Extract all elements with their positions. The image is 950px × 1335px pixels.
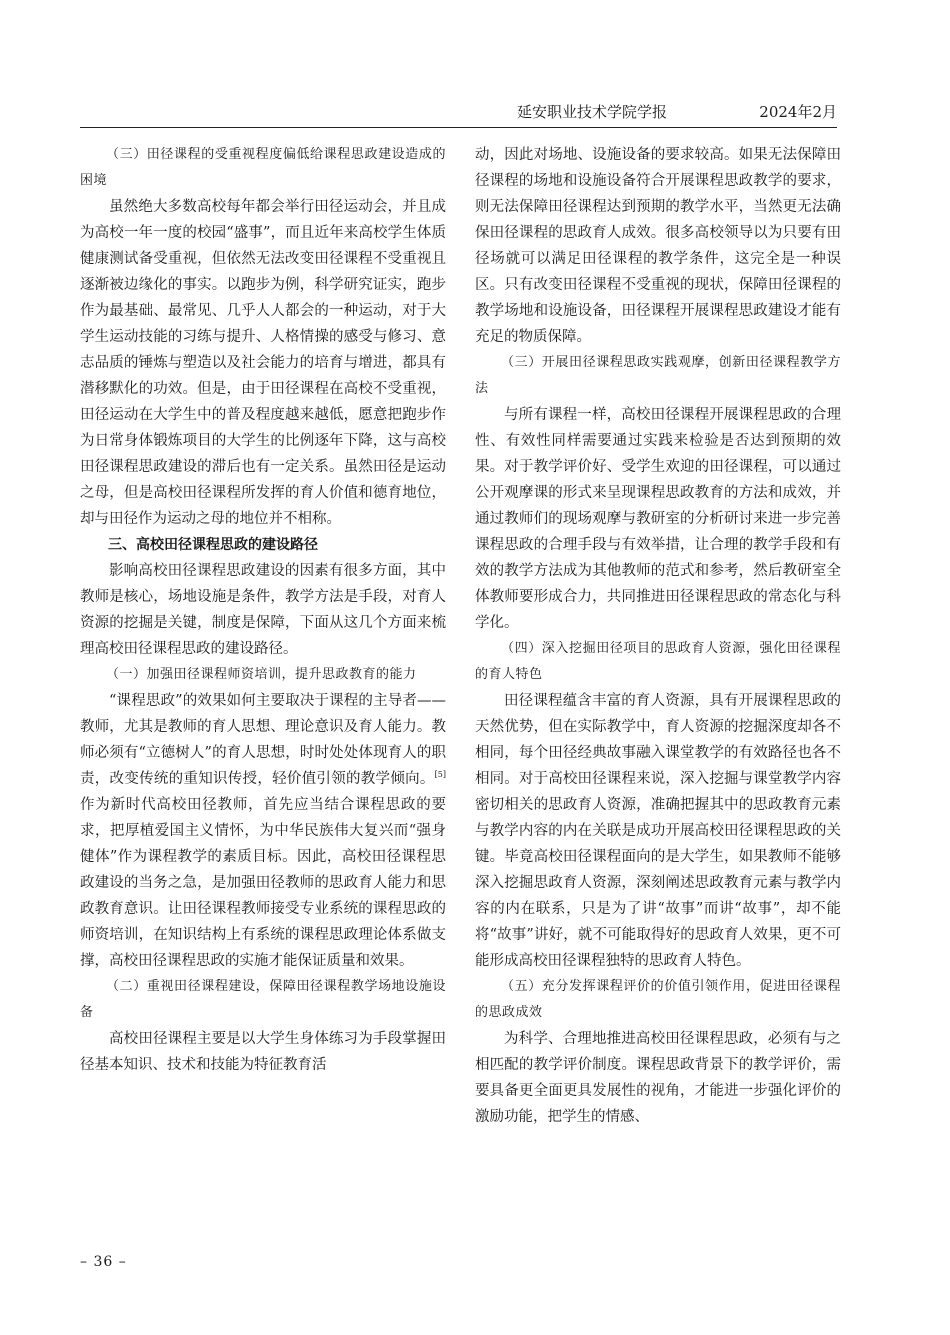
citation-ref: [5] bbox=[434, 770, 446, 780]
paragraph: 虽然绝大多数高校每年都会举行田径运动会，并且成为高校一年一度的校园“盛事”，而且近年来高校学生体质健康测试备受重视，但依然无法改变田径课程不受重视且逐渐被边缘化的事实。以跑步为例，科学研究证实，跑步作为最基础、最常见、几乎人人都会的一种运动，对于大学生运动技能的习练与提升、人格情操的感受与修习、意志品质的锤炼与塑造以及社会能力的培育与增进，都具有潜移默化的功效。但是，由于田径课程在高校不受重视，田径运动在大学生中的普及程度越来越低，愿意把跑步作为日常身体锻炼项目的大学生的比例逐年下降，这与高校田径课程思政建设的滞后也有一定关系。虽然田径是运动之母，但是高校田径课程所发挥的育人价值和德育地位，却与田径作为运动之母的地位并不相称。 bbox=[80, 199, 446, 527]
subheading-3-difficulty: （三）田径课程的受重视程度偏低给课程思政建设造成的困境 bbox=[80, 147, 446, 188]
paragraph-text: 作为新时代高校田径教师，首先应当结合课程思政的要求，把厚植爱国主义情怀，为中华民族伟大复兴而“强身健体”作为课程教学的素质目标。因此，高校田径课程思政建设的当务之急，是加强田径教师的思政育人能力和思政教育意识。让田径课程教师接受专业系统的课程思政的师资培训，在知识结构上有系统的课程思政理论体系做支撑，高校田径课程思政的实施才能保证质量和效果。 bbox=[80, 797, 446, 969]
paragraph-text: “课程思政”的效果如何主要取决于课程的主导者——教师，尤其是教师的育人思想、理论意识及育人能力。教师必须有“立德树人”的育人思想，时时处处体现育人的职责，改变传统的重知识传授，轻价值引领的教学倾向。 bbox=[80, 693, 446, 787]
paragraph: 为科学、合理地推进高校田径课程思政，必须有与之相匹配的教学评价制度。课程思政背景下的教学评价，需要具备更全面更具发展性的视角，才能进一步强化评价的激励功能，把学生的情感、 bbox=[475, 1031, 841, 1125]
running-header bbox=[80, 101, 837, 125]
paragraph-continued: 动，因此对场地、设施设备的要求较高。如果无法保障田径课程的场地和设施设备符合开展课程思政教学的要求，则无法保障田径课程达到预期的教学水平，当然更无法确保田径课程的思政育人成效。很多高校领导以为只要有田径场就可以满足田径课程的教学条件，这完全是一种误区。只有改变田径课程不受重视的现状，保障田径课程的教学场地和设施设备，田径课程开展课程思政建设才能有充足的物质保障。 bbox=[475, 147, 841, 345]
subheading-5-evaluation: （五）充分发挥课程评价的价值引领作用，促进田径课程的思政成效 bbox=[475, 979, 841, 1020]
subheading-1-teacher-training: （一）加强田径课程师资培训，提升思政教育的能力 bbox=[106, 667, 417, 682]
page-number: – 36 – bbox=[80, 1254, 127, 1270]
paragraph: 高校田径课程主要是以大学生身体练习为手段掌握田径基本知识、技术和技能为特征教育活 bbox=[80, 1031, 446, 1073]
paragraph: 与所有课程一样，高校田径课程开展课程思政的合理性、有效性同样需要通过实践来检验是否达到预期的效果。对于教学评价好、受学生欢迎的田径课程，可以通过公开观摩课的形式来呈现课程思政教育的方法和成效，并通过教师们的现场观摩与教研室的分析研讨来进一步完善课程思政的合理手段与有效举措，让合理的教学手段和有效的教学方法成为其他教师的范式和参考，然后教研室全体教师要形成合力，共同推进田径课程思政的常态化与科学化。 bbox=[475, 407, 841, 631]
section-heading-3: 三、高校田径课程思政的建设路径 bbox=[108, 537, 318, 553]
right-column bbox=[475, 142, 841, 1130]
subheading-2-facilities: （二）重视田径课程建设，保障田径课程教学场地设施设备 bbox=[80, 979, 446, 1020]
issue-date: 2024年2月 bbox=[759, 103, 837, 121]
paragraph: 影响高校田径课程思政建设的因素有很多方面，其中教师是核心，场地设施是条件，教学方法是手段，对育人资源的挖掘是关键，制度是保障，下面从这几个方面来梳理高校田径课程思政的建设路径。 bbox=[80, 563, 446, 657]
paragraph-with-citation bbox=[80, 688, 446, 974]
subheading-4-resources: （四）深入挖掘田径项目的思政育人资源，强化田径课程的育人特色 bbox=[475, 641, 841, 682]
subheading-3-observation: （三）开展田径课程思政实践观摩，创新田径课程教学方法 bbox=[475, 355, 841, 396]
header-rule bbox=[80, 127, 837, 128]
left-column bbox=[80, 142, 446, 1078]
journal-title: 延安职业技术学院学报 bbox=[516, 103, 667, 121]
paragraph: 田径课程蕴含丰富的育人资源，具有开展课程思政的天然优势，但在实际教学中，育人资源的挖掘深度却各不相同，每个田径经典故事融入课堂教学的有效路径也各不相同。对于高校田径课程来说，深入挖掘与课堂教学内容密切相关的思政育人资源，准确把握其中的思政教育元素与教学内容的内在关联是成功开展高校田径课程思政的关键。毕竟高校田径课程面向的是大学生，如果教师不能够深入挖掘思政育人资源，深刻阐述思政教育元素与教学内容的内在联系，只是为了讲“故事”而讲“故事”，却不能将“故事”讲好，就不可能取得好的思政育人效果，更不可能形成高校田径课程独特的思政育人特色。 bbox=[475, 693, 841, 969]
